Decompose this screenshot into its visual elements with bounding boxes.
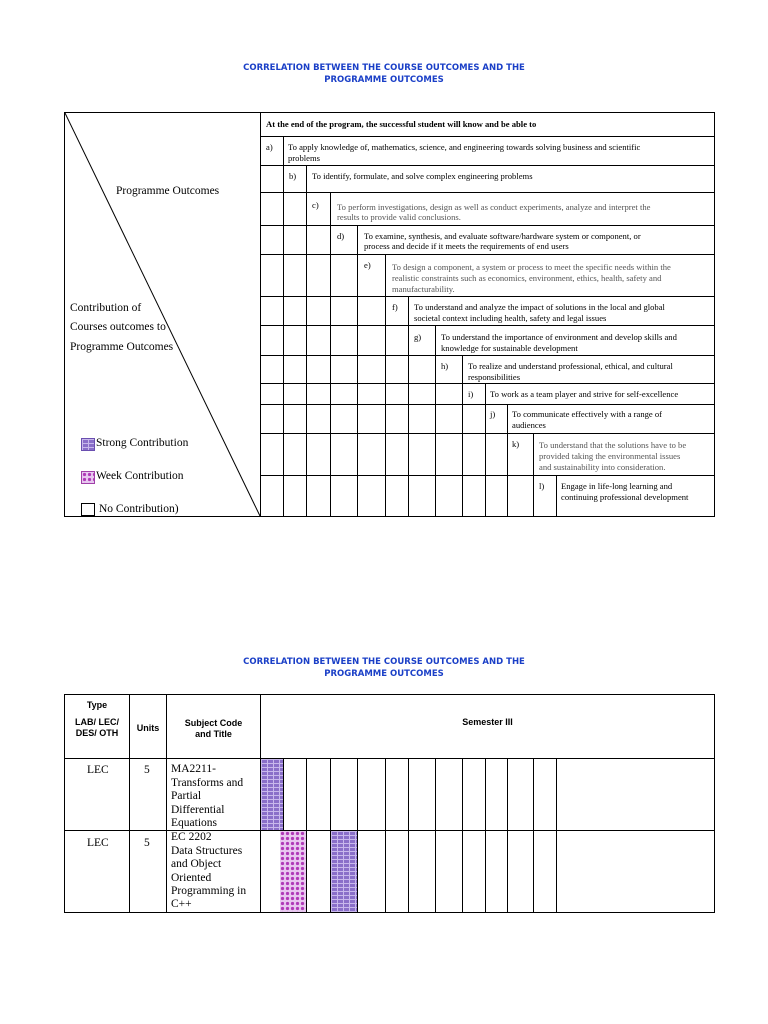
outcome-letter: g) [414, 332, 422, 342]
outcome-col-line [556, 758, 557, 913]
none-swatch-icon [81, 503, 95, 516]
col-type-header: Type [86, 700, 108, 710]
strong-contribution-cell [261, 759, 283, 830]
outcome-letter: a) [266, 142, 273, 152]
outcome-text: To design a component, a system or process to meet the specific needs within the [392, 262, 671, 272]
table-header-bottom [64, 758, 715, 759]
row-title-line: MA2211- [171, 763, 216, 775]
outcome-text: societal context including health, safety and legal issues [414, 313, 607, 323]
strong-swatch-icon [81, 438, 95, 451]
legend-none-label: No Contribution) [99, 503, 179, 515]
outcome-text: manufacturability. [392, 284, 455, 294]
col-type-sub2: DES/ OTH [75, 728, 119, 738]
col-line [330, 192, 331, 517]
outcome-text: To understand the importance of environment and develop skills and [441, 332, 677, 342]
row-line [260, 165, 715, 166]
row-line [260, 383, 715, 384]
col-subject-header1: Subject Code [184, 718, 243, 728]
row-line [260, 433, 715, 434]
outcome-letter: e) [364, 260, 371, 270]
outcome-col-line [408, 758, 409, 913]
outcome-text: Engage in life-long learning and [561, 481, 673, 491]
outcome-text: To apply knowledge of, mathematics, science, and engineering towards solving business and scientific [288, 142, 641, 152]
row-line [260, 225, 715, 226]
section1-title-line1: CORRELATION BETWEEN THE COURSE OUTCOMES AND THE [243, 63, 525, 73]
col-line [408, 296, 409, 517]
section1-title-line2: PROGRAMME OUTCOMES [324, 75, 444, 85]
week-contribution-cell [280, 831, 306, 912]
col-line [462, 355, 463, 517]
outcome-letter: d) [337, 231, 345, 241]
week-swatch-icon [81, 471, 95, 484]
outcome-letter: l) [539, 481, 545, 491]
programme-outcomes-label: Programme Outcomes [116, 185, 220, 197]
legend-strong-label: Strong Contribution [96, 437, 189, 449]
outcome-text: To realize and understand professional, ethical, and cultural [468, 361, 673, 371]
col-subject-header2: and Title [195, 729, 232, 739]
table-top [64, 694, 715, 695]
col-line [385, 254, 386, 517]
table-row-divider [64, 830, 715, 831]
row-type: LEC [87, 837, 109, 849]
outcome-text: process and decide if it meets the requirements of end users [364, 241, 569, 251]
col-units-header: Units [136, 723, 160, 733]
legend-week-label: Week Contribution [96, 470, 184, 482]
outcome-letter: i) [468, 389, 474, 399]
outcome-text: To work as a team player and strive for self-excellence [490, 389, 679, 399]
header-divider [260, 136, 715, 137]
row-title-line: Programming in [171, 885, 247, 897]
outcome-text: continuing professional development [561, 492, 689, 502]
outcome-text: To identify, formulate, and solve complex engineering problems [312, 171, 533, 181]
outcome-col-line [357, 758, 358, 913]
outcome-text: realistic constraints such as economics, environment, ethics, health, safety and [392, 273, 662, 283]
row-title-line: EC 2202 [171, 831, 212, 843]
outcome-letter: b) [289, 171, 297, 181]
row-type: LEC [87, 764, 109, 776]
outcome-text: provided taking the environmental issues [539, 451, 681, 461]
section2-title-line2: PROGRAMME OUTCOMES [324, 669, 444, 679]
row-line [260, 296, 715, 297]
outcome-col-line [385, 758, 386, 913]
frame-right [714, 112, 715, 517]
outcome-col-line [533, 758, 534, 913]
col-line [533, 433, 534, 517]
row-line [260, 475, 715, 476]
table-bottom [64, 912, 715, 913]
outcome-text: responsibilities [468, 372, 521, 382]
row-line [260, 355, 715, 356]
outcome-text: To communicate effectively with a range of [512, 409, 663, 419]
col-line [357, 225, 358, 517]
row-title-line: Differential [171, 804, 225, 816]
col-line [485, 383, 486, 517]
outcome-col-line [306, 758, 307, 913]
row-units: 5 [144, 837, 150, 849]
outcome-text: results to provide valid conclusions. [337, 212, 461, 222]
outcome-text: To perform investigations, design as well as conduct experiments, analyze and interpret the [337, 202, 651, 212]
outcome-text: problems [288, 153, 320, 163]
col-semester-header: Semester III [462, 717, 513, 727]
row-title-line: Data Structures [171, 845, 243, 857]
row-title-line: Equations [171, 817, 217, 829]
col-line [556, 475, 557, 517]
row-units: 5 [144, 764, 150, 776]
outcome-col-line [485, 758, 486, 913]
col-line [435, 325, 436, 517]
outcome-text: To examine, synthesis, and evaluate software/hardware system or component, or [364, 231, 641, 241]
outcome-letter: j) [490, 409, 496, 419]
outcomes-header: At the end of the program, the successful student will know and be able to [266, 119, 537, 129]
outcome-letter: f) [392, 302, 398, 312]
outcome-col-line [462, 758, 463, 913]
outcome-text: knowledge for sustainable development [441, 343, 578, 353]
col-line [283, 136, 284, 517]
row-title-line: and Object [171, 858, 222, 870]
row-title-line: Partial [171, 790, 202, 802]
outcome-col-line [507, 758, 508, 913]
contribution-label-line1: Contribution of [70, 302, 142, 314]
row-line [260, 192, 715, 193]
outcome-letter: k) [512, 439, 520, 449]
col-line [507, 404, 508, 517]
row-line [260, 325, 715, 326]
contribution-label-line3: Programme Outcomes [70, 341, 174, 353]
row-title-line: C++ [171, 898, 192, 910]
outcome-letter: h) [441, 361, 449, 371]
section2-title-line1: CORRELATION BETWEEN THE COURSE OUTCOMES AND THE [243, 657, 525, 667]
outcome-text: audiences [512, 420, 546, 430]
outcome-col-line [435, 758, 436, 913]
strong-contribution-cell [331, 831, 357, 912]
table-col-line [714, 694, 715, 913]
contribution-label-line2: Courses outcomes to [70, 321, 166, 333]
outcome-letter: c) [312, 200, 319, 210]
outcome-text: and sustainability into consideration. [539, 462, 666, 472]
row-title-line: Oriented [171, 872, 212, 884]
col-type-sub1: LAB/ LEC/ [75, 717, 119, 727]
outcome-text: To understand and analyze the impact of solutions in the local and global [414, 302, 665, 312]
col-line [306, 165, 307, 517]
row-line [260, 254, 715, 255]
row-title-line: Transforms and [171, 777, 244, 789]
outcome-text: To understand that the solutions have to be [539, 440, 687, 450]
row-line [260, 404, 715, 405]
